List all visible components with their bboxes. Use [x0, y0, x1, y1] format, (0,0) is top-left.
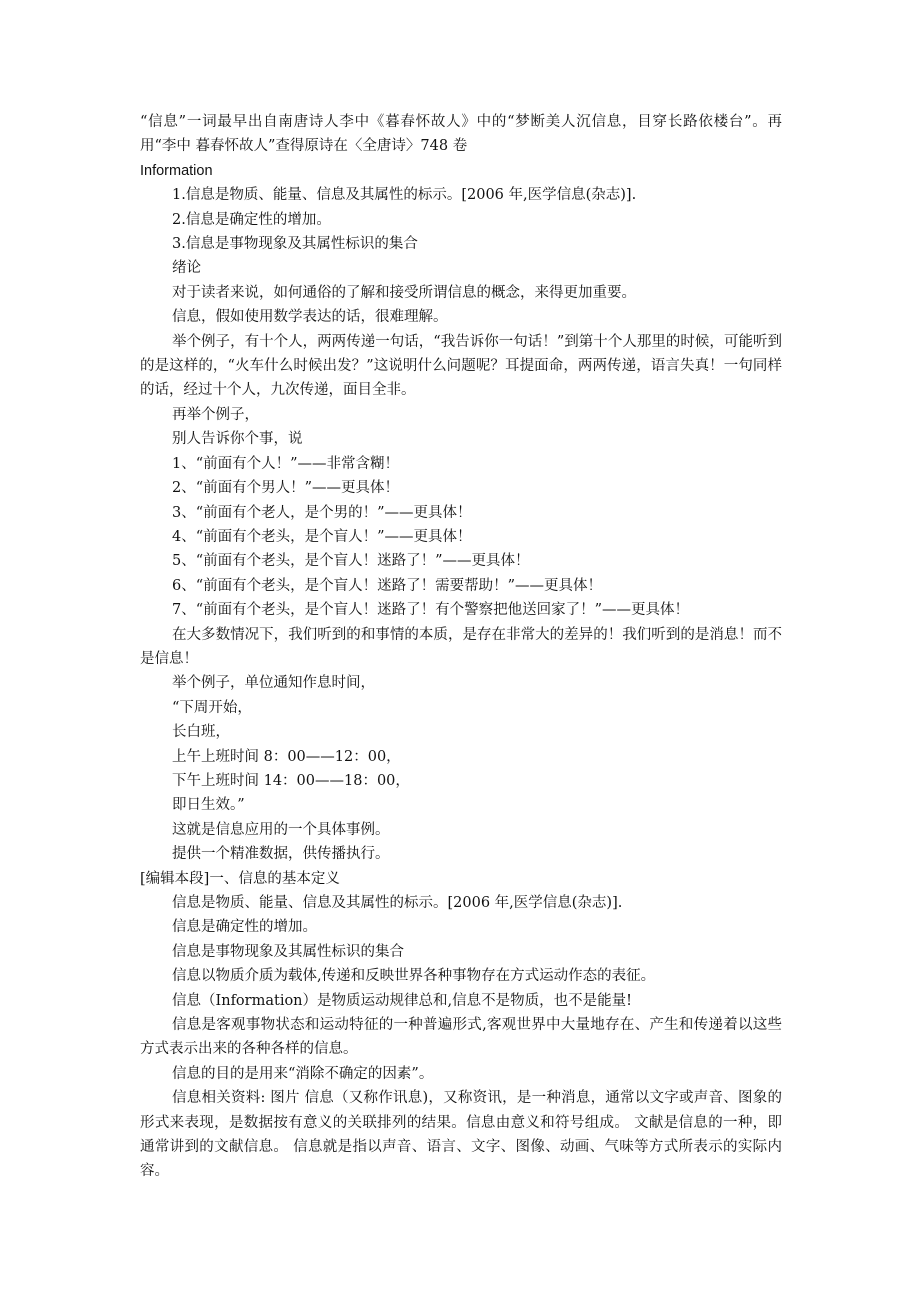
paragraph: 别人告诉你个事，说	[172, 431, 303, 448]
paragraph: 信息是确定性的增加。	[172, 919, 317, 936]
paragraph: 上午上班时间 8：00——12：00，	[172, 748, 401, 765]
paragraph: 1.信息是物质、能量、信息及其属性的标示。[2006 年,医学信息(杂志)].	[172, 187, 637, 204]
paragraph: 绪论	[172, 260, 201, 277]
paragraph: 信息是物质、能量、信息及其属性的标示。[2006 年,医学信息(杂志)].	[172, 895, 623, 911]
paragraph: 举个例子，有十个人，两两传递一句话，“我告诉你一句话！”到第十个人那里的时候，可能听到的是这样的，“火车什么时候出发？”这说明什么问题呢？耳提面命，两两传递，语言失真！一句同样的话，经过十个人，九次传递，面目全非。	[140, 333, 782, 399]
paragraph: 信息以物质介质为载体,传递和反映世界各种事物存在方式运动作态的表征。	[172, 968, 656, 985]
paragraph: 信息相关资料: 图片 信息（又称作讯息)，又称资讯，是一种消息，通常以文字或声音、图象的形式来表现，是数据按有意义的关联排列的结果。信息由意义和符号组成。 文献是信息的一种，即通常讲到的文献信息。 信息就是指以声音、语言、文字、图像、动画、气味等方式所表示的实际内容。	[140, 1090, 782, 1180]
paragraph: 信息（Information）是物质运动规律总和,信息不是物质，也不是能量!	[172, 992, 632, 1009]
paragraph: 信息是客观事物状态和运动特征的一种普遍形式,客观世界中大量地存在、产生和传递着以这些方式表示出来的各种各样的信息。	[140, 1017, 782, 1058]
paragraph: 信息是事物现象及其属性标识的集合	[172, 943, 404, 960]
paragraph: 3、“前面有个老人，是个男的！”——更具体！	[172, 504, 472, 521]
paragraph: 2.信息是确定性的增加。	[172, 211, 331, 228]
paragraph: 举个例子，单位通知作息时间，	[172, 675, 375, 692]
paragraph: 4、“前面有个老头，是个盲人！”——更具体！	[172, 528, 472, 545]
paragraph: 1、“前面有个人！”——非常含糊！	[172, 455, 400, 472]
paragraph: 3.信息是事物现象及其属性标识的集合	[172, 236, 418, 253]
paragraph: “信息”一词最早出自南唐诗人李中《暮春怀故人》中的“梦断美人沉信息，目穿长路依楼台”。再用“李中 暮春怀故人”查得原诗在〈全唐诗〉748 卷	[140, 114, 782, 155]
paragraph: 下午上班时间 14：00——18：00，	[172, 772, 410, 789]
section-heading: [编辑本段]一、信息的基本定义	[140, 870, 340, 887]
paragraph: 这就是信息应用的一个具体事例。	[172, 821, 390, 838]
document-body	[140, 110, 782, 1184]
paragraph: 长白班，	[172, 724, 230, 741]
paragraph: 即日生效。”	[172, 797, 245, 814]
paragraph: 信息，假如使用数学表达的话，很难理解。	[172, 309, 448, 326]
paragraph: 7、“前面有个老头，是个盲人！迷路了！有个警察把他送回家了！”——更具体！	[172, 602, 690, 619]
paragraph: 在大多数情况下，我们听到的和事情的本质，是存在非常大的差异的！我们听到的是消息！而不是信息！	[140, 626, 782, 667]
paragraph: 对于读者来说，如何通俗的了解和接受所谓信息的概念，来得更加重要。	[172, 284, 636, 301]
paragraph: 再举个例子，	[172, 406, 259, 423]
paragraph: 信息的目的是用来“消除不确定的因素”。	[172, 1065, 434, 1082]
paragraph: 提供一个精准数据，供传播执行。	[172, 846, 390, 863]
paragraph: 2、“前面有个男人！”——更具体！	[172, 480, 400, 497]
paragraph: “下周开始，	[172, 699, 252, 716]
paragraph: 5、“前面有个老头，是个盲人！迷路了！”——更具体！	[172, 553, 530, 570]
paragraph: Information	[140, 162, 213, 179]
paragraph: 6、“前面有个老头，是个盲人！迷路了！需要帮助！”——更具体！	[172, 577, 603, 594]
